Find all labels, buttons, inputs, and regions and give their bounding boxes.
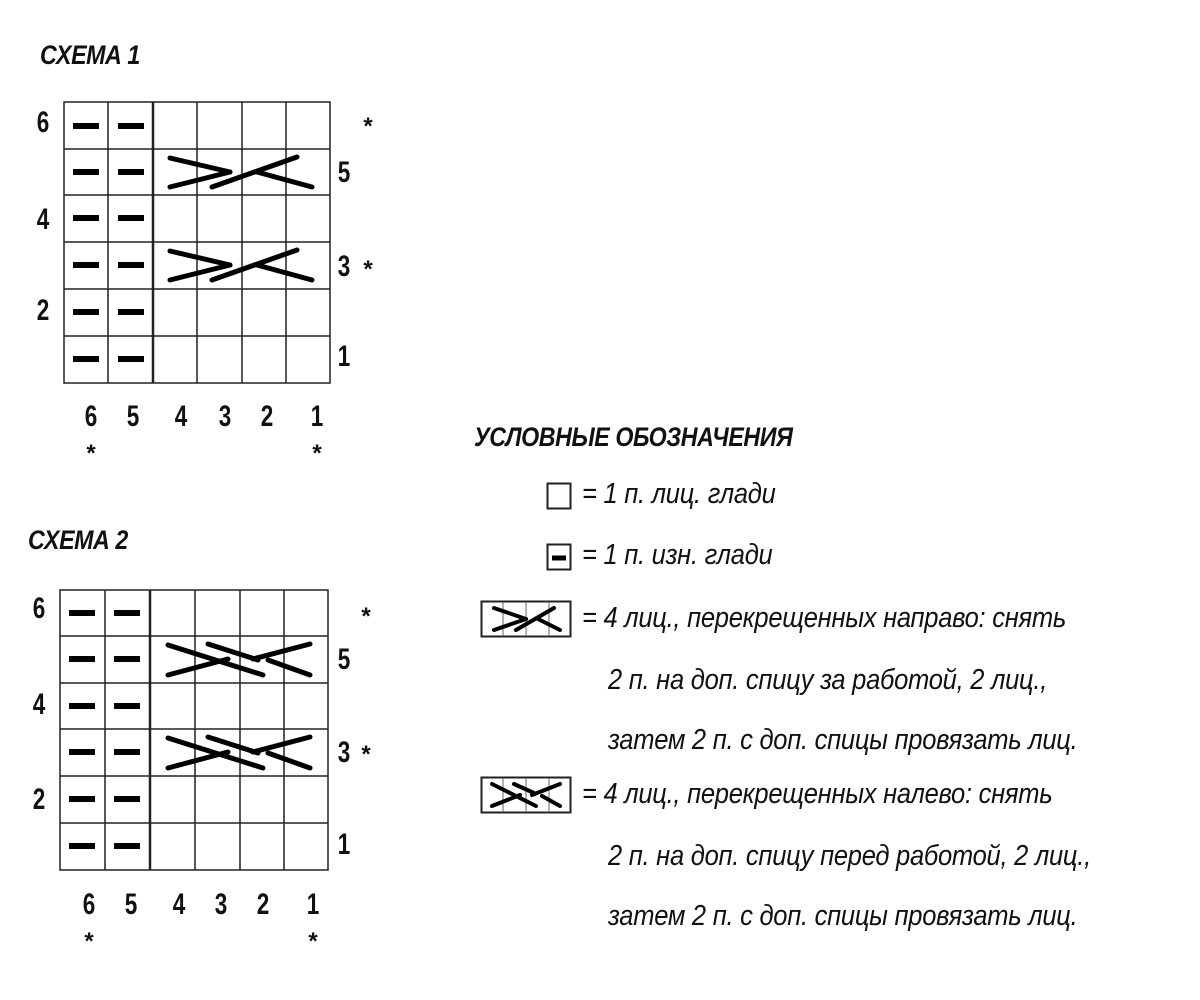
schema-1-cable-row-5 xyxy=(170,157,312,187)
purl-stitch-icon xyxy=(546,543,572,571)
schema-2-col-label-2: 2 xyxy=(256,888,270,921)
schema-2-star-col-1: * xyxy=(308,928,318,955)
schema-2-star-row-6: * xyxy=(361,603,371,630)
schema-1-star-col-1: * xyxy=(312,440,322,467)
legend-cable-left-line-1: = 4 лиц., перекрещенных налево: снять xyxy=(582,778,1053,810)
schema-2-row-label-6: 6 xyxy=(32,592,46,625)
schema-1-col-label-2: 2 xyxy=(260,400,274,433)
schema-2-row-label-5: 5 xyxy=(337,643,351,676)
schema-2-row-label-1: 1 xyxy=(337,828,351,861)
schema-2-col-label-6: 6 xyxy=(82,888,96,921)
schema-2-row-label-4: 4 xyxy=(32,688,46,721)
schema-1-title: СХЕМА 1 xyxy=(40,40,140,70)
schema-2-star-col-6: * xyxy=(84,928,94,955)
knit-stitch-icon xyxy=(546,482,572,510)
schema-1-col-label-4: 4 xyxy=(174,400,188,433)
schema-1-col-label-3: 3 xyxy=(218,400,232,433)
schema-1-star-row-6: * xyxy=(363,113,373,140)
schema-1-row-label-2: 2 xyxy=(36,294,50,327)
schema-1-row-label-5: 5 xyxy=(337,156,351,189)
schema-1-star-row-3: * xyxy=(363,256,373,283)
schema-2-cable-row-5 xyxy=(168,644,310,675)
schema-1-star-col-6: * xyxy=(86,440,96,467)
legend-title: УСЛОВНЫЕ ОБОЗНАЧЕНИЯ xyxy=(474,422,793,452)
schema-2-chart xyxy=(58,588,330,872)
cable-left-icon xyxy=(480,776,572,814)
schema-1-cable-row-3 xyxy=(170,250,312,280)
schema-2-col-label-4: 4 xyxy=(172,888,186,921)
legend-cable-right-line-2: 2 п. на доп. спицу за работой, 2 лиц., xyxy=(608,664,1048,696)
schema-2-star-row-3: * xyxy=(361,741,371,768)
schema-1-col-label-6: 6 xyxy=(84,400,98,433)
legend-knit-text: = 1 п. лиц. глади xyxy=(582,478,776,510)
schema-2-title: СХЕМА 2 xyxy=(28,525,128,555)
legend-purl-text: = 1 п. изн. глади xyxy=(582,539,773,571)
schema-1-chart xyxy=(62,100,332,385)
schema-1-col-label-5: 5 xyxy=(126,400,140,433)
schema-2-cable-row-3 xyxy=(168,737,310,768)
schema-2-grid xyxy=(60,590,328,870)
cable-right-icon xyxy=(480,600,572,638)
schema-2-row-label-3: 3 xyxy=(337,736,351,769)
schema-1-row-label-4: 4 xyxy=(36,203,50,236)
schema-2-row-label-2: 2 xyxy=(32,783,46,816)
schema-1-col-label-1: 1 xyxy=(310,400,324,433)
schema-1-row-label-6: 6 xyxy=(36,106,50,139)
legend-cable-right-line-3: затем 2 п. с доп. спицы провязать лиц. xyxy=(608,724,1078,756)
schema-1-grid xyxy=(64,102,330,383)
schema-2-col-label-5: 5 xyxy=(124,888,138,921)
schema-2-col-label-3: 3 xyxy=(214,888,228,921)
legend-cable-right-line-1: = 4 лиц., перекрещенных направо: снять xyxy=(582,602,1067,634)
schema-2-col-label-1: 1 xyxy=(306,888,320,921)
legend-cable-left-line-3: затем 2 п. с доп. спицы провязать лиц. xyxy=(608,900,1078,932)
legend-cable-left-line-2: 2 п. на доп. спицу перед работой, 2 лиц., xyxy=(608,840,1091,872)
schema-1-row-label-1: 1 xyxy=(337,340,351,373)
schema-1-row-label-3: 3 xyxy=(337,250,351,283)
